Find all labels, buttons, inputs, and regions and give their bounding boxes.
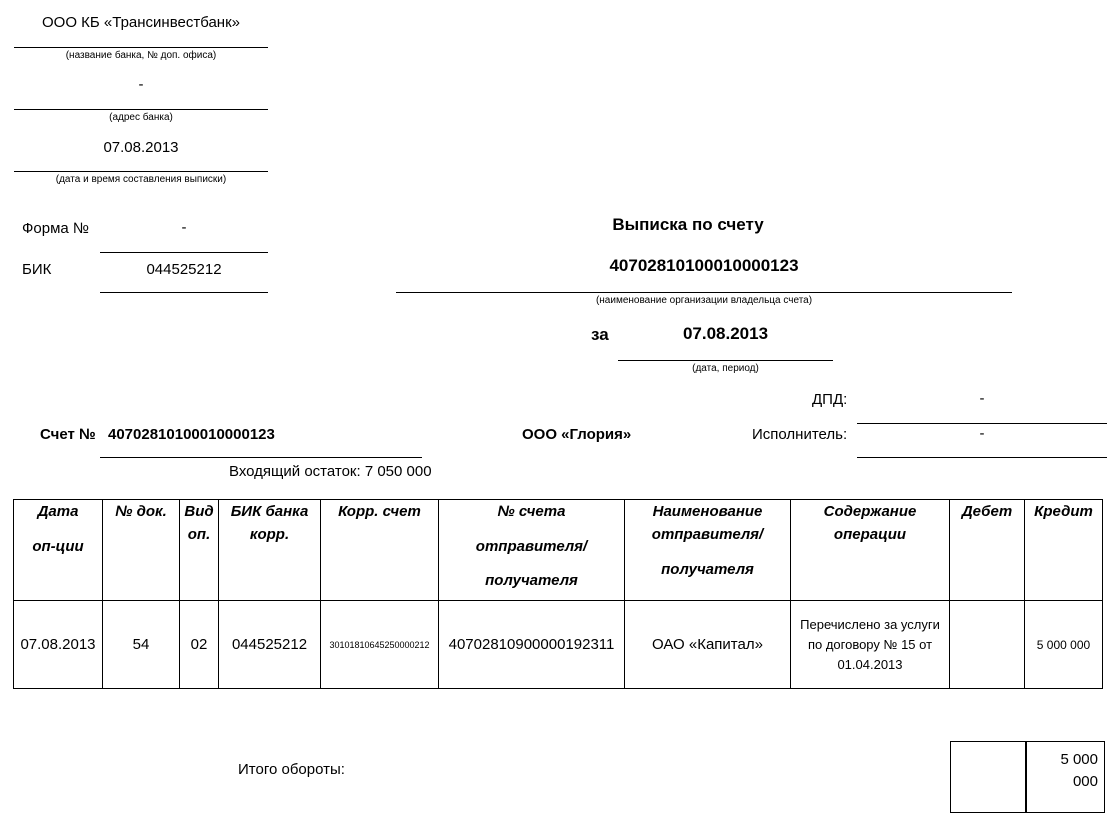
bik-label: БИК [22,261,52,278]
bik-value: 044525212 [146,261,222,278]
header-credit: Кредит [1025,500,1103,601]
cell-account: 40702810900000192311 [439,601,625,689]
totals-credit-box [1025,741,1105,813]
cell-name: ОАО «Капитал» [625,601,791,689]
form-label: Форма № [22,220,90,237]
account-org: ООО «Глория» [522,426,632,443]
statement-title: Выписка по счету [612,215,764,234]
header-type: Вид оп. [180,500,219,601]
header-account: № счета отправителя/ получателя [439,500,625,601]
cell-corr: 30101810645250000212 [321,601,439,689]
header-name: Наименование отправителя/ получателя [625,500,791,601]
statement-account-caption: (наименование организации владельца счета) [595,295,813,306]
account-number: 40702810100010000123 [108,426,275,443]
table-header-row [14,500,1103,601]
executor-label: Исполнитель: [752,426,848,443]
cell-date: 07.08.2013 [14,601,103,689]
executor-value: - [979,425,985,442]
dpd-value: - [979,390,985,407]
divider [618,360,833,361]
bank-address: - [138,76,144,93]
operations-table [13,499,1103,689]
header-date: Дата оп-ции [14,500,103,601]
totals-credit-line1: 5 000 [1060,751,1098,768]
cell-content: Перечислено за услуги по договору № 15 от 01.04.2013 [791,601,950,689]
totals-debit-box [950,741,1027,813]
cell-debit [950,601,1025,689]
table-row [14,601,1103,689]
header-bik: БИК банка корр. [219,500,321,601]
divider [100,252,268,253]
bank-address-caption: (адрес банка) [109,112,173,123]
divider [14,47,268,48]
divider [857,423,1107,424]
statement-created-date: 07.08.2013 [103,139,179,156]
opening-balance: Входящий остаток: 7 050 000 [229,463,432,480]
bank-name: ООО КБ «Трансинвестбанк» [41,14,240,31]
statement-date: 07.08.2013 [682,324,769,343]
header-content: Содержание операции [791,500,950,601]
bank-name-caption: (название банка, № доп. офиса) [65,50,217,61]
cell-bik: 044525212 [219,601,321,689]
divider [100,457,422,458]
account-label: Счет № [40,426,96,443]
divider [100,292,268,293]
divider [14,109,268,110]
statement-created-caption: (дата и время составления выписки) [55,174,227,185]
header-corr: Корр. счет [321,500,439,601]
header-doc: № док. [103,500,180,601]
header-debit: Дебет [950,500,1025,601]
totals-label: Итого обороты: [238,761,345,778]
divider [857,457,1107,458]
form-value: - [181,219,187,236]
totals-credit-line2: 000 [1072,773,1098,790]
cell-doc: 54 [103,601,180,689]
cell-type: 02 [180,601,219,689]
cell-credit: 5 000 000 [1025,601,1103,689]
statement-for-label: за [591,325,609,344]
divider [396,292,1012,293]
divider [14,171,268,172]
statement-date-caption: (дата, период) [692,363,759,374]
dpd-label: ДПД: [812,391,848,408]
statement-account: 40702810100010000123 [609,256,799,275]
